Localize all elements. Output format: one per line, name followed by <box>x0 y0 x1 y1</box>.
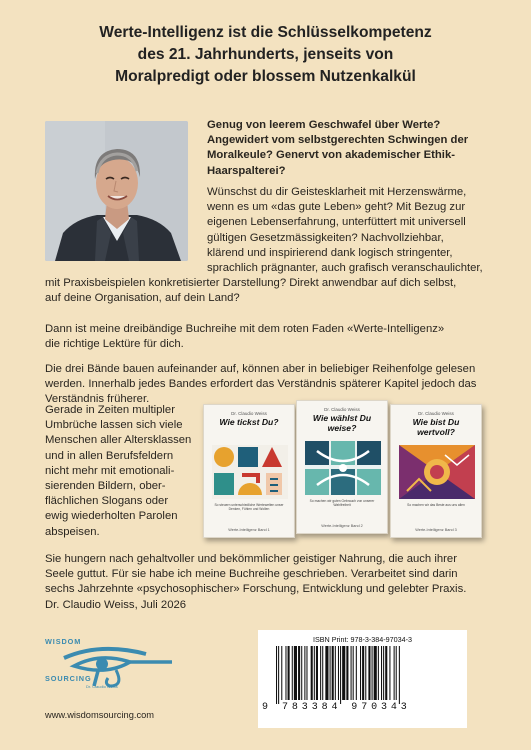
text-line: Gerade in Zeiten multipler <box>45 404 175 416</box>
isbn-barcode-box <box>258 630 467 728</box>
website-url: www.wisdomsourcing.com <box>45 710 155 720</box>
paragraph-wishes <box>207 185 507 276</box>
headline-line: Werte-Intelligenz ist die Schlüsselkompetenz <box>99 24 432 41</box>
author-photo <box>45 121 188 261</box>
signature: Dr. Claudio Weiss, Juli 2026 <box>45 599 187 611</box>
text-line: sierenden Bildern, ober- <box>45 480 166 493</box>
book-title: Wie tickst Du? <box>219 417 279 427</box>
book-cover-art <box>305 441 381 495</box>
isbn-label: ISBN Print: 978-3-384-97034-3 <box>312 635 413 644</box>
text-line: werden. Innerhalb jedes Bandes erfordert das Verständnis späterer Kapitel jedoch das <box>45 378 477 391</box>
paragraph-wishes-continued <box>45 276 505 306</box>
intro-questions <box>207 118 497 179</box>
book-series-label: Werte-Intelligenz Band 2 <box>321 524 363 528</box>
text-line: die richtige Lektüre für dich. <box>45 338 184 351</box>
headline-line: des 21. Jahrhunderts, jenseits von <box>137 46 394 63</box>
text-line: ewig wiederholten Parolen <box>45 510 178 523</box>
book-cover-volume-3 <box>390 404 482 538</box>
book-author: Dr. Claudio Weiss <box>231 411 267 416</box>
barcode-icon <box>266 646 459 704</box>
author-portrait <box>45 121 188 261</box>
text-line: sechs Jahrzehnte «psychosophischer» Forschung, Entwicklung und gelebter Praxis. <box>45 583 467 596</box>
text-line: sprachlich prägnanter, auch grafisch veranschaulichter, <box>207 262 483 275</box>
text-line: Sie hungern nach gehaltvoller und bekömmlicher geistiger Nahrung, die auch ihrer <box>45 553 457 565</box>
barcode-digits: 783384 970343 <box>282 702 411 713</box>
intro-line: Moralkeule? Genervt von akademischer Ethik- <box>207 149 455 162</box>
headline-line: Moralpredigt oder blossem Nutzenkalkül <box>115 68 416 85</box>
headline <box>30 22 501 88</box>
book-series-label: Werte-Intelligenz Band 3 <box>415 528 457 532</box>
paragraph-volumes <box>45 362 505 408</box>
text-line: mit Praxisbeispielen konkretisierter Darstellung? Direkt anwendbar auf dich selbst, <box>45 277 457 289</box>
intro-line: Genug von leerem Geschwafel über Werte? <box>207 119 441 131</box>
text-line: Menschen aller Altersklassen <box>45 434 192 447</box>
text-line: Wünschst du dir Geistesklarheit mit Herzenswärme, <box>207 186 467 198</box>
paragraph-book-series <box>45 322 505 352</box>
text-line: Seele guttut. Für sie habe ich meine Buchreihe geschrieben. Verarbeitet sind darin <box>45 568 458 581</box>
text-line: wenn es um «das gute Leben» geht? Mit Bezug zur <box>207 201 466 214</box>
text-line: und in allen Berufsfeldern <box>45 449 174 462</box>
book-cover-volume-2 <box>296 400 388 534</box>
book-author: Dr. Claudio Weiss <box>324 407 360 412</box>
book-title: Wie wählst Du weise? <box>312 413 372 433</box>
text-line: auf deine Organisation, auf dein Land? <box>45 292 240 305</box>
intro-line: Haarspalterei? <box>207 164 286 177</box>
text-line: nicht mehr mit emotionali- <box>45 464 175 477</box>
logo-wordmark-bottom: SOURCING <box>45 674 92 683</box>
logo-wordmark-top: WISDOM <box>45 637 82 646</box>
text-line: Umbrüche lassen sich viele <box>45 419 183 432</box>
book-cover-art <box>399 445 475 499</box>
book-cover-volume-1 <box>203 404 295 538</box>
paragraph-times-of-change <box>45 403 195 540</box>
text-line: Dann ist meine dreibändige Buchreihe mit dem roten Faden «Werte-Intelligenz» <box>45 323 445 335</box>
book-series-label: Werte-Intelligenz Band 1 <box>228 528 270 532</box>
book-title: Wie bist Du wertvoll? <box>412 417 460 437</box>
text-line: eigenen Lebenserfahrung, unterfüttert mit universell <box>207 216 466 229</box>
text-line: flächlichen Slogans oder <box>45 495 169 508</box>
text-line: klärend und inspirierend dank logisch stringenter, <box>207 246 453 259</box>
paragraph-hunger <box>45 552 505 598</box>
logo-author-name: Dr. Claudio Weiss <box>86 684 118 689</box>
intro-line: Angewidert vom selbstgerechten Schwingen der <box>207 134 469 147</box>
barcode-lead-digit: 9 <box>262 702 269 713</box>
text-line: Die drei Bände bauen aufeinander auf, können aber in beliebiger Reihenfolge gelesen <box>45 363 476 375</box>
text-line: gültigen Gesetzmässigkeiten? Nachvollziehbar, <box>207 231 444 244</box>
book-subtitle: So machen wir guten Gebrauch von unserer Wahlfreiheit <box>309 499 375 508</box>
text-line: Verständnis früherer. <box>45 393 150 406</box>
text-line: abspeisen. <box>45 525 100 538</box>
book-cover-art <box>212 445 288 499</box>
book-subtitle: So steuern unterschiedliche Wertewelten unser Denken, Fühlen und Wollen <box>214 503 284 512</box>
book-subtitle: So machen wir das Beste aus uns allen <box>407 503 465 507</box>
book-author: Dr. Claudio Weiss <box>418 411 454 416</box>
